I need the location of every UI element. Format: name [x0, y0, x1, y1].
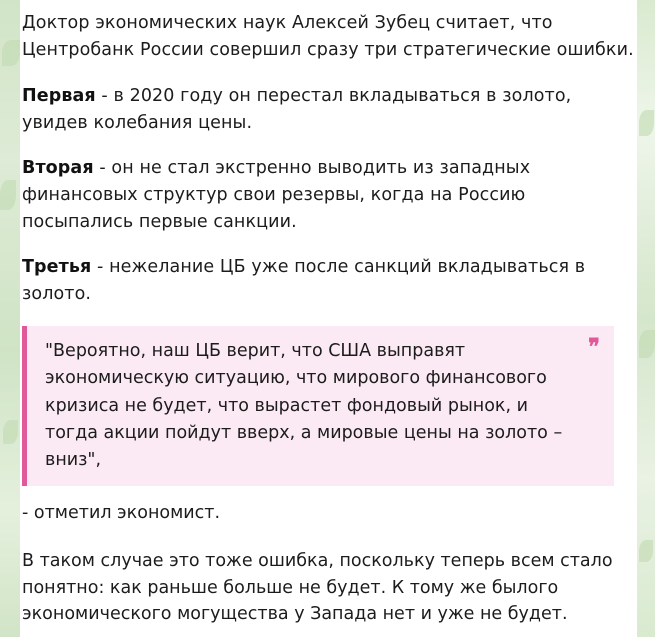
- point-text-3: - нежелание ЦБ уже после санкций вкладываться в золото.: [22, 257, 586, 304]
- quote-block: [22, 326, 614, 486]
- point-lead-3: Третья: [22, 257, 92, 278]
- point-text-2: - он не стал экстренно выводить из западных финансовых структур свои резервы, когда на Россию посыпались первые санкции.: [22, 158, 531, 232]
- point-paragraph-3: [22, 254, 634, 307]
- leaf-decoration: [0, 180, 16, 210]
- message-content: [22, 10, 634, 628]
- point-paragraph-2: [22, 155, 634, 235]
- quote-attribution: - отметил экономист.: [22, 502, 221, 523]
- point-text-1: - в 2020 году он перестал вкладываться в золото, увидев колебания цены.: [22, 86, 572, 133]
- point-paragraph-1: [22, 83, 634, 136]
- leaf-decoration: [639, 110, 654, 136]
- intro-paragraph: Доктор экономических наук Алексей Зубец считает, что Центробанк России совершил сразу три стратегические ошибки.: [22, 13, 634, 60]
- leaf-decoration: [3, 420, 18, 444]
- conclusion-paragraph: В таком случае это тоже ошибка, поскольку теперь всем стало понятно: как раньше больше не будет. К тому же былого экономического могущества у Запада нет и уже не будет.: [22, 551, 613, 625]
- leaf-decoration: [639, 330, 655, 358]
- point-lead-1: Первая: [22, 86, 96, 107]
- quote-text: "Вероятно, наш ЦБ верит, что США выправят экономическую ситуацию, что мирового финансового кризиса не будет, что вырастет фондовый рынок, и тогда акции пойдут вверх, а мировые цены на золото – вниз",: [45, 341, 563, 470]
- decorative-left-border: [0, 0, 20, 637]
- leaf-decoration: [639, 540, 653, 562]
- leaf-decoration: [2, 40, 20, 66]
- point-lead-2: Вторая: [22, 158, 94, 179]
- quote-mark-icon: ❞: [588, 334, 600, 361]
